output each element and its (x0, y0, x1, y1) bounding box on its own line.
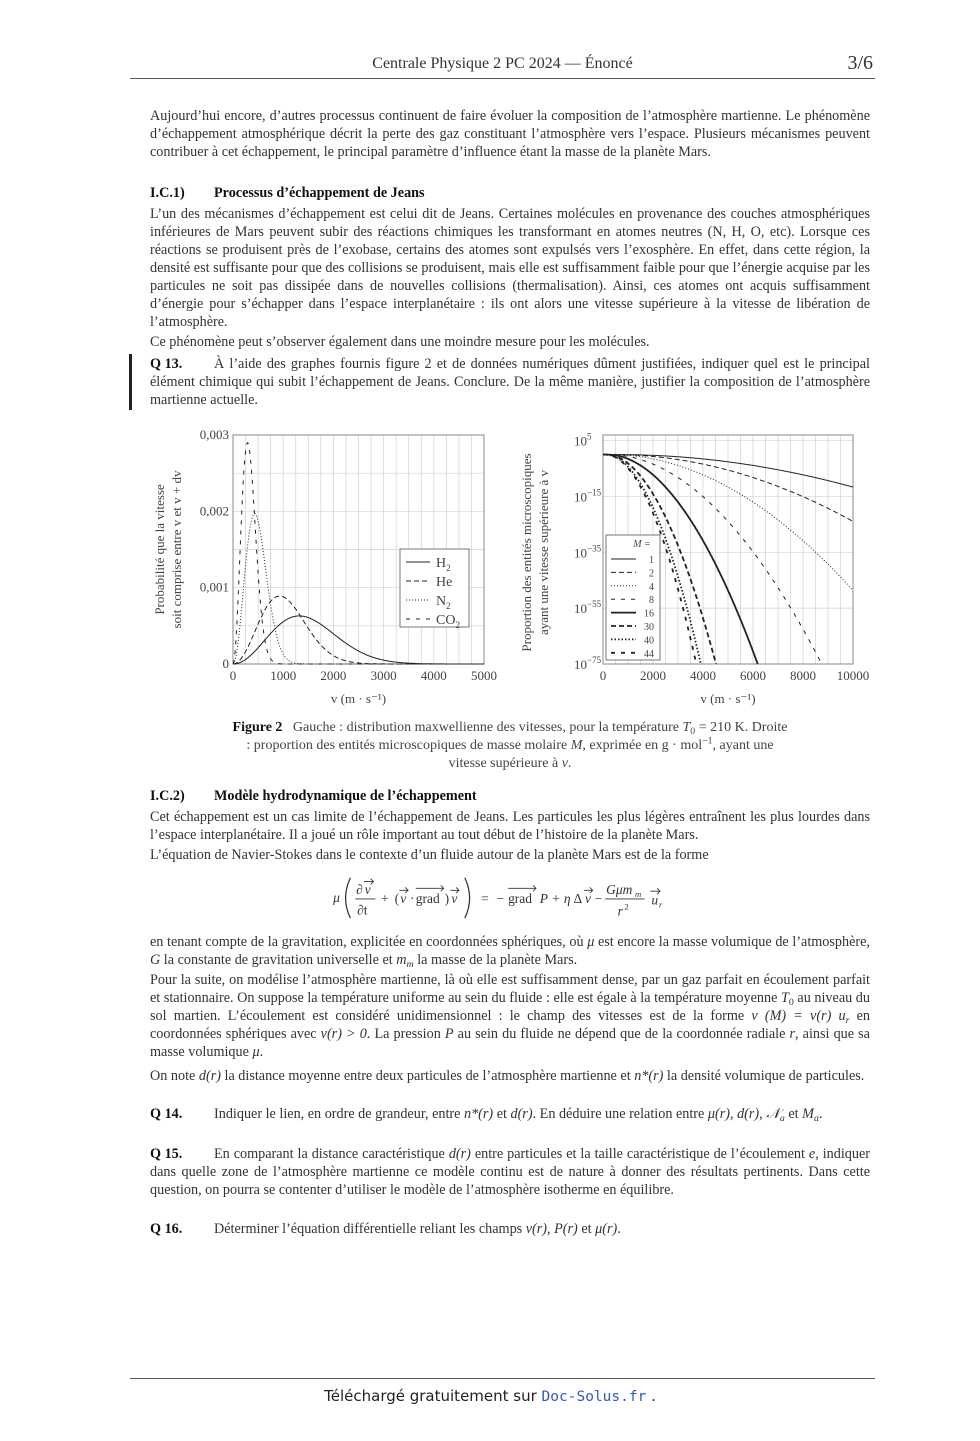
var-d: d(r) (737, 1106, 760, 1122)
text: Indiquer le lien, en ordre de grandeur, entre (214, 1106, 464, 1122)
y-tick-exponent: 5 (587, 431, 592, 442)
var-d: d(r) (448, 1146, 471, 1162)
text: la densité volumique de particules. (663, 1068, 865, 1084)
svg-text:+: + (552, 890, 560, 906)
caption-text: , ayant une vitesse supérieure à (448, 738, 774, 771)
var-r: r (789, 1026, 796, 1042)
y-tick-label: 10 (574, 545, 587, 561)
figure-2-charts (0, 0, 980, 720)
figure-caption (230, 719, 790, 773)
var-Na-sub: a (779, 1113, 785, 1124)
question-label: Q 14. (150, 1106, 183, 1122)
velocity-tail-chart (519, 432, 869, 706)
maxwell-distribution-chart (152, 427, 497, 706)
eq-grad: grad (415, 890, 440, 906)
var-T: T (780, 990, 789, 1006)
eq-dt: ∂t (357, 902, 368, 918)
svg-text:v: v (400, 890, 407, 906)
y-tick-label: 0,001 (199, 579, 229, 595)
ic2-paragraph-2 (150, 846, 870, 864)
eq-u-sub: r (659, 899, 663, 910)
var-P: P (444, 1026, 454, 1042)
text: au sein du fluide ne dépend que de la coordonnée radiale (453, 1026, 790, 1042)
x-axis-label: v (m · s⁻¹) (700, 691, 756, 706)
x-tick-label: 6000 (740, 668, 766, 683)
text: au niveau du sol martien. L’écoulement est considéré unidimensionnel : le champ des vitesses est de la forme (150, 990, 870, 1024)
text: . La pression (366, 1026, 445, 1042)
svg-text:(: ( (394, 890, 400, 906)
section-number: I.C.2) (150, 788, 185, 804)
caption-v: v (561, 756, 568, 771)
legend-label-m1: 1 (649, 555, 654, 566)
header-title: Centrale Physique 2 PC 2024 — Énoncé (372, 55, 633, 72)
text: et (493, 1106, 511, 1122)
var-mu: μ(r) (595, 1221, 618, 1237)
y-tick-label: 10 (574, 601, 587, 617)
ic2-text: Cet échappement est un cas limite de l’échappement de Jeans. Les particules les plus légères entraînent les plus lourdes dans l’espace interplanétaire. Il a joué un rôle important au tout début de l’histoire de la planète Mars. (150, 809, 870, 843)
eq-r: r (617, 903, 623, 919)
caption-text: = 210 K. Droite : proportion des entités microscopiques de masse molaire (246, 720, 788, 753)
text: et (577, 1221, 596, 1237)
var-n: n*(r) (634, 1068, 664, 1084)
intro-text: Aujourd’hui encore, d’autres processus continuent de faire évoluer la composition de l’atmosphère martienne. Le phénomène d’échappement atmosphérique décrit la perte des gaz constituant l’atmosphère vers l’espace. Plusieurs mécanismes peuvent contribuer à cet échappement, le principal paramètre d’influence étant la masse de la planète Mars. (150, 108, 870, 160)
eq-v: v (364, 882, 371, 898)
var-e: e (808, 1146, 816, 1162)
legend-label-he: He (436, 575, 453, 590)
y-axis-label: Probabilité que la vitesse (152, 484, 167, 615)
text: la distance moyenne entre deux particules de l’atmosphère martienne et (220, 1068, 635, 1084)
legend-label-co2: $CO_2$ (436, 613, 460, 630)
y-tick-label: 10 (574, 489, 587, 505)
text: . En déduire une relation entre (532, 1106, 708, 1122)
x-tick-label: 4000 (690, 668, 716, 683)
var-P: P(r) (554, 1221, 578, 1237)
var-Ma-sub: a (813, 1113, 819, 1124)
eq-eta: η (563, 890, 571, 906)
y-axis-label: Proportion des entités microscopiques (519, 453, 534, 652)
var-condition: v(r) > 0 (320, 1026, 367, 1042)
legend-label-h2: $H_2$ (436, 556, 451, 573)
figure-label: Figure 2 (232, 720, 283, 735)
caption-text: Gauche : distribution maxwellienne des vitesses, pour la température (292, 720, 683, 735)
text: entre particules et la taille caractéristique de l’écoulement (470, 1146, 809, 1162)
footer-text: Téléchargé gratuitement sur (324, 1387, 542, 1405)
ic1-text-2: Ce phénomène peut s’observer également dans une moindre mesure pour les molécules. (150, 334, 650, 350)
question-text: À l’aide des graphes fournis figure 2 et de données numériques dûment justifiées, indiquer quel est le principal élément chimique qui subit l’échappement de Jeans. Conclure. De la même manière, justifier la composition de l’atmosphère martienne actuelle. (150, 356, 870, 408)
y-tick-label: 0 (222, 656, 229, 671)
question-14 (150, 1105, 870, 1123)
legend-label-n2: $N_2$ (436, 594, 451, 611)
question-label: Q 16. (150, 1221, 183, 1237)
text: Pour la suite, on modélise l’atmosphère martienne, là où elle est suffisamment dense, par un gaz parfait en écoulement parfait et stationnaire. On suppose la température uniforme au sein du fluide : elle est égale à la température moyenne (150, 972, 870, 1006)
legend-label-m16: 16 (644, 608, 654, 620)
var-mu: μ(r) (707, 1106, 730, 1122)
text: , (729, 1106, 738, 1122)
text: , (759, 1106, 767, 1122)
ic1-text: L’un des mécanismes d’échappement est celui dit de Jeans. Certaines molécules en provenance des couches atmosphériques inférieures de Mars peuvent subir des réactions chimiques les transformant en atomes neutres (N, H, O, etc). Lorsque ces réactions se produisent près de l’exobase, certains des atomes sont expulsés vers l’exosphère. En effet, dans cette région, la densité est suffisante pour que des collisions se produisent, mais elle est suffisamment faible pour que l’énergie acquise par les particules ne soit pas dissipée dans de nouvelles collisions (thermalisation). Ainsi, ces atomes ont acquis suffisamment d’énergie pour s’échapper dans l’espace interplanétaire : ils ont alors une vitesse supérieure à la vitesse de libération de l’atmosphère. (150, 206, 870, 330)
x-tick-label: 2000 (320, 668, 347, 683)
footer-end: . (646, 1387, 656, 1405)
svg-text:−: − (594, 890, 603, 906)
var-m: m (396, 952, 407, 968)
eq-Delta: Δ (573, 890, 583, 906)
footer-divider (130, 1378, 875, 1379)
x-axis-label: v (m · s⁻¹) (330, 691, 387, 706)
svg-text:v: v (585, 890, 591, 906)
text: en coordonnées sphériques avec (150, 1008, 870, 1042)
var-n: n*(r) (463, 1106, 494, 1122)
text: la masse de la planète Mars. (413, 952, 578, 968)
var-velocity-field: v (M) = v(r) u (751, 1008, 846, 1024)
page-footer (0, 1387, 980, 1405)
text: . (259, 1044, 264, 1060)
eq-plus: + (381, 890, 389, 906)
var-m-sub: m (406, 959, 414, 970)
var-G: G (150, 952, 161, 968)
caption-T: T (682, 720, 691, 735)
eq-partial: ∂ (356, 882, 363, 898)
ic2-paragraph-5 (150, 1067, 870, 1085)
text: . (818, 1106, 823, 1122)
x-tick-label: 8000 (790, 668, 816, 683)
eq-equals: = (481, 890, 489, 906)
legend-label-m30: 30 (644, 622, 654, 633)
text: Déterminer l’équation différentielle reliant les champs (214, 1221, 526, 1237)
eq-u: u (651, 892, 659, 908)
svg-text:·: · (410, 890, 415, 906)
y-tick-exponent: −55 (587, 599, 602, 610)
caption-text: , exprimée en g · mol (582, 738, 703, 753)
y-tick-label: 0,003 (199, 427, 229, 442)
navier-stokes-equation (320, 872, 700, 922)
y-tick-exponent: −75 (587, 655, 602, 665)
text: On note (150, 1068, 199, 1084)
x-tick-label: 1000 (270, 668, 297, 683)
text: la constante de gravitation universelle et (160, 952, 397, 968)
legend-label-m8: 8 (649, 595, 654, 607)
caption-T-sub: 0 (690, 726, 696, 737)
page-number: 3/6 (847, 52, 873, 74)
caption-text: . (567, 756, 572, 771)
ic2-paragraph-1 (150, 808, 870, 844)
text: . (617, 1221, 621, 1237)
text: en tenant compte de la gravitation, explicitée en coordonnées sphériques, où (150, 934, 588, 950)
question-15 (150, 1145, 870, 1199)
doc-solus-link[interactable]: Doc-Solus.fr (541, 1389, 647, 1405)
ic2-text: L’équation de Navier-Stokes dans le contexte d’un fluide autour de la planète Mars est de la forme (150, 847, 709, 863)
ic2-paragraph-4: Pour la suite, on modélise l’atmosphère martienne, là où elle est suffisamment dense, par un gaz parfait en écoulement parfait et stationnaire. On suppose la température uniforme au sein du fluide : elle est égale à la température moyenne $T_0$ au niveau du sol martien. L’écoulement est considéré unidimensionnel : le champ des vitesses est de la forme v (M) = v(r) $u_r$ en coordonnées sphériques avec v(r) > 0. La pression P au sein du fluide ne dépend que de la coordonnée radiale r, ainsi que sa masse volumique μ. (150, 972, 870, 1060)
y-tick-label: 10 (574, 433, 587, 449)
var-mu: μ (587, 934, 595, 950)
y-tick-label: 0,002 (199, 503, 229, 519)
eq-grad-2: grad (508, 890, 532, 906)
y-tick-exponent: −15 (587, 487, 602, 498)
caption-exp: −1 (702, 735, 713, 747)
var-Ma: M (802, 1106, 814, 1122)
legend-label-m40: 40 (644, 635, 654, 647)
var-v: v(r) (525, 1221, 548, 1237)
caption-M: M (570, 738, 583, 753)
section-number: I.C.1) (150, 185, 185, 201)
legend-label-m44: 44 (644, 648, 654, 660)
var-T-sub: 0 (788, 997, 794, 1008)
legend-title: M = (633, 539, 651, 550)
svg-text:v: v (451, 890, 458, 906)
legend-box (400, 549, 469, 627)
x-tick-label: 0 (229, 668, 237, 683)
y-tick-exponent: −35 (587, 543, 602, 554)
section-title: Modèle hydrodynamique de l’échappement (214, 788, 477, 804)
eq-P: P (539, 890, 549, 906)
question-label: Q 15. (150, 1146, 183, 1162)
text: En comparant la distance caractéristique (214, 1146, 449, 1162)
var-mu: μ (252, 1044, 260, 1060)
x-tick-label: 0 (599, 668, 607, 683)
var-d: d(r) (198, 1068, 221, 1084)
y-tick-label: 10 (574, 657, 587, 672)
y-axis-label: ayant une vitesse supérieure à v (536, 470, 551, 635)
x-tick-label: 5000 (471, 668, 497, 683)
question-label: Q 13. (150, 356, 183, 372)
eq-m-sub: m (635, 889, 642, 899)
eq-Gmum: Gμm (606, 882, 633, 898)
eq-r-exp: 2 (624, 901, 629, 912)
text: est encore la masse volumique de l’atmosphère, (594, 934, 870, 950)
var-Na: 𝒩 (766, 1106, 780, 1122)
eq-minus: − (496, 890, 505, 906)
legend-label-m4: 4 (649, 581, 654, 593)
section-heading-ic2 (150, 787, 870, 805)
x-tick-label: 3000 (370, 668, 397, 683)
text: , ainsi que sa masse volumique (150, 1026, 870, 1060)
text: , indiquer dans quelle zone de l’atmosphère martienne ce modèle continu est de nature à donner des résultats pertinents. Dans cette question, on pourra se contenter d’utiliser le modèle de l’atmosphère isotherme en équilibre. (150, 1146, 871, 1198)
svg-text:): ) (444, 890, 450, 906)
question-16 (150, 1220, 870, 1238)
section-title: Processus d’échappement de Jeans (214, 185, 425, 201)
x-tick-label: 4000 (420, 668, 447, 683)
x-tick-label: 10000 (836, 668, 870, 683)
ic2-paragraph-3 (150, 933, 870, 969)
x-tick-label: 2000 (640, 668, 666, 683)
y-axis-label: soit comprise entre v et v + dv (169, 470, 184, 629)
legend-label-m2: 2 (649, 568, 654, 580)
eq-mu: μ (333, 889, 340, 905)
var-d: d(r) (510, 1106, 533, 1122)
text: et (784, 1106, 803, 1122)
text: , (547, 1221, 555, 1237)
